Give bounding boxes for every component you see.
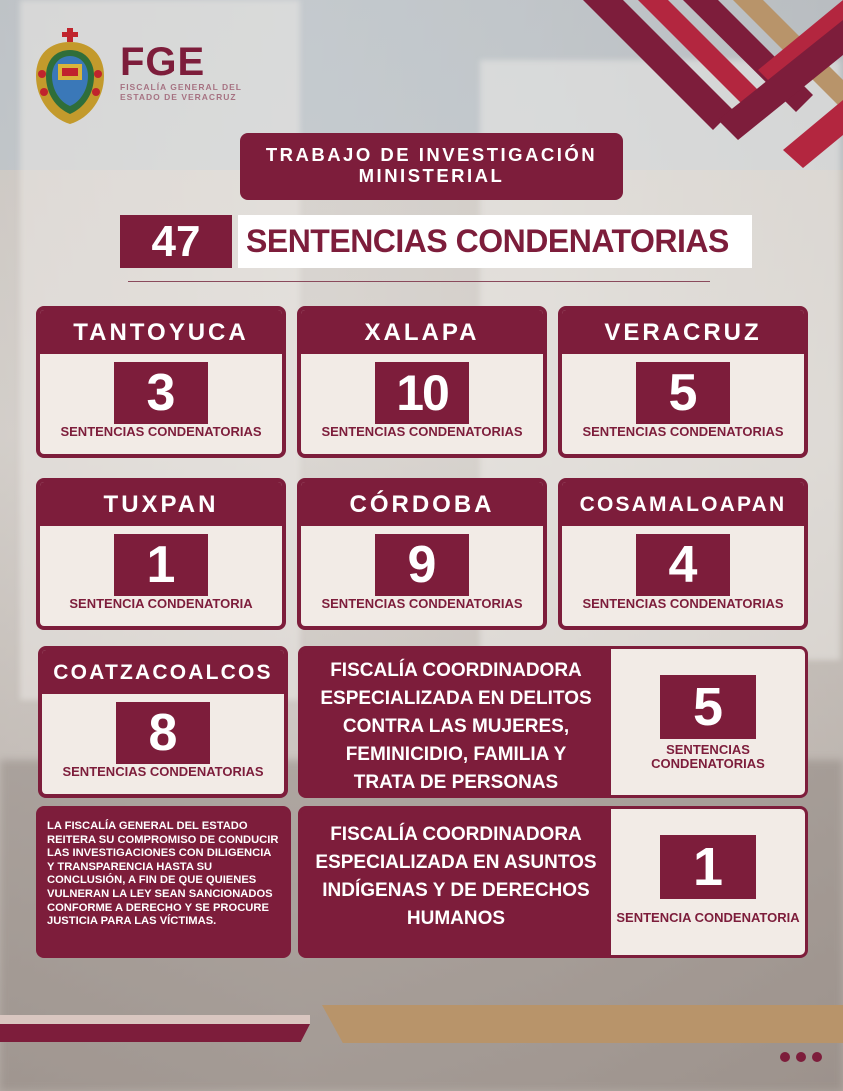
brand-subtitle: FISCALÍA GENERAL DEL ESTADO DE VERACRUZ [120, 82, 242, 102]
region-caption: SENTENCIAS CONDENATORIAS [321, 596, 523, 611]
special-name-line: CONTRA LAS MUJERES, [342, 716, 570, 737]
footer-stripe-light [0, 1015, 310, 1024]
special-name-line: HUMANOS [406, 908, 506, 929]
special-count: 1 [660, 835, 756, 899]
brand-name: FGE [120, 40, 206, 84]
region-card-tuxpan [36, 478, 286, 630]
special-name-line: FISCALÍA COORDINADORA [330, 824, 582, 845]
region-name: TANTOYUCA [40, 310, 282, 354]
special-count: 5 [660, 675, 756, 739]
region-count: 5 [636, 362, 730, 424]
region-caption: SENTENCIAS CONDENATORIAS [60, 424, 262, 439]
special-caption: SENTENCIAS CONDENATORIAS [651, 742, 765, 771]
special-card-mujeres [298, 646, 808, 798]
special-name-line: FISCALÍA COORDINADORA [330, 660, 582, 681]
more-dots-icon [780, 1052, 822, 1064]
region-count: 4 [636, 534, 730, 596]
region-card-veracruz [558, 306, 808, 458]
region-caption: SENTENCIAS CONDENATORIAS [582, 596, 784, 611]
region-caption: SENTENCIAS CONDENATORIAS [321, 424, 523, 439]
region-name: COATZACOALCOS [42, 650, 284, 694]
total-label: SENTENCIAS CONDENATORIAS [238, 215, 752, 268]
special-name [301, 821, 611, 933]
footer-stripe-gold [322, 1005, 843, 1043]
brand-block [120, 42, 280, 102]
region-card-cosamaloapan [558, 478, 808, 630]
region-count: 9 [375, 534, 469, 596]
divider [128, 281, 710, 282]
closing-statement: LA FISCALÍA GENERAL DEL ESTADO REITERA SU COMPROMISO DE CONDUCIR LAS INVESTIGACIONES CON DILIGENCIA Y TRANSPARENCIA HASTA SU CONCLUSIÓN, A FIN DE QUE QUIENES VULNERAN LA LEY SEAN SANCIONADOS CONFORME A DERECHO Y SE PROCURE JUSTICIA PARA LAS VÍCTIMAS. [36, 806, 291, 958]
region-count: 3 [114, 362, 208, 424]
region-count: 1 [114, 534, 208, 596]
region-count: 8 [116, 702, 210, 764]
special-name-line: ESPECIALIZADA EN DELITOS [320, 688, 592, 709]
total-count: 47 [120, 215, 232, 268]
page-title: TRABAJO DE INVESTIGACIÓN MINISTERIAL [240, 133, 623, 200]
special-count-panel [611, 809, 805, 955]
region-name: TUXPAN [40, 482, 282, 526]
special-name-line: INDÍGENAS Y DE DERECHOS [322, 880, 590, 901]
region-name: VERACRUZ [562, 310, 804, 354]
special-count-panel [611, 649, 805, 795]
special-caption: SENTENCIA CONDENATORIA [616, 910, 800, 925]
region-caption: SENTENCIAS CONDENATORIAS [582, 424, 784, 439]
region-name: COSAMALOAPAN [562, 482, 804, 526]
special-name-line: TRATA DE PERSONAS [353, 772, 559, 793]
region-caption: SENTENCIAS CONDENATORIAS [62, 764, 264, 779]
special-name-line: FEMINICIDIO, FAMILIA Y [345, 744, 567, 765]
footer-stripe-maroon [0, 1024, 310, 1042]
veracruz-coat-of-arms-logo [30, 28, 110, 126]
region-count: 10 [375, 362, 469, 424]
special-name [301, 657, 611, 797]
region-card-xalapa [297, 306, 547, 458]
region-card-tantoyuca [36, 306, 286, 458]
special-name-line: ESPECIALIZADA EN ASUNTOS [315, 852, 597, 873]
region-card-cordoba [297, 478, 547, 630]
special-card-indigenas [298, 806, 808, 958]
region-caption: SENTENCIA CONDENATORIA [69, 596, 253, 611]
region-card-coatzacoalcos [38, 646, 288, 798]
total-banner [120, 215, 752, 268]
region-name: CÓRDOBA [301, 482, 543, 526]
region-name: XALAPA [301, 310, 543, 354]
